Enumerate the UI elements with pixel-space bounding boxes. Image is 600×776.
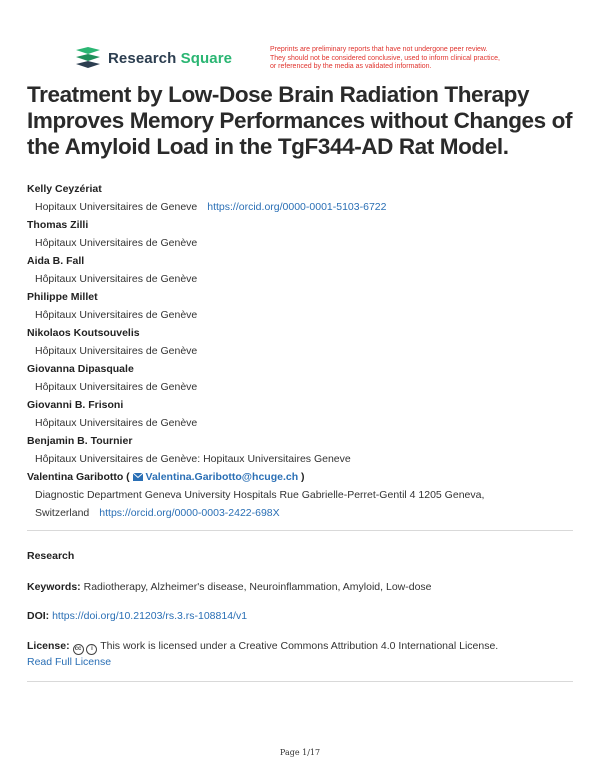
license: License: cc i This work is licensed under a Creative Commons Attribution 4.0 International License. Read Full License xyxy=(27,640,499,668)
brand-name: Research Square xyxy=(108,49,233,67)
read-license-link[interactable]: Read Full License xyxy=(27,656,112,668)
author-name: Aida B. Fall xyxy=(27,255,85,267)
author-name: Kelly Ceyzériat xyxy=(27,183,102,195)
author-affiliation: Hôpitaux Universitaires de Genève xyxy=(35,417,198,429)
page-number: Page 1/17 xyxy=(279,748,321,757)
keywords: Keywords: Radiotherapy, Alzheimer's disease, Neuroinflammation, Amyloid, Low-dose xyxy=(27,581,432,593)
author-name: Thomas Zilli xyxy=(27,219,89,231)
orcid-link[interactable]: https://orcid.org/0000-0003-2422-698X xyxy=(99,507,280,519)
email-link[interactable]: Valentina.Garibotto@hcuge.ch xyxy=(145,471,299,483)
paper-title: Treatment by Low-Dose Brain Radiation Therapy Improves Memory Performances without Changes of the Amyloid Load in the TgF344-AD Rat Model. xyxy=(27,82,573,159)
author-affiliation: Hôpitaux Universitaires de Genève xyxy=(35,345,198,357)
author-affiliation: Hôpitaux Universitaires de Genève xyxy=(35,309,198,321)
author-affiliation: Hôpitaux Universitaires de Genève xyxy=(35,273,198,285)
corresponding-author: Valentina Garibotto ( Valentina.Garibotto@hcuge.ch ) xyxy=(27,471,305,483)
mail-icon xyxy=(133,473,143,481)
author-affiliation: Hopitaux Universitaires de Geneve https://orcid.org/0000-0001-5103-6722 xyxy=(35,201,387,213)
divider xyxy=(27,530,573,531)
doi: DOI: https://doi.org/10.21203/rs.3.rs-108814/v1 xyxy=(27,610,248,622)
orcid-link[interactable]: https://orcid.org/0000-0001-5103-6722 xyxy=(207,201,387,213)
author-affiliation: Hôpitaux Universitaires de Genève xyxy=(35,381,198,393)
author-affiliation: Hôpitaux Universitaires de Genève: Hopitaux Universitaires Geneve xyxy=(35,453,351,465)
by-icon: i xyxy=(86,644,97,655)
author-list xyxy=(27,180,587,522)
author-affiliation: Hôpitaux Universitaires de Genève xyxy=(35,237,198,249)
author-name: Philippe Millet xyxy=(27,291,98,303)
cc-icon: cc xyxy=(73,644,84,655)
author-name: Giovanna Dipasquale xyxy=(27,363,134,375)
article-type: Research xyxy=(27,550,75,562)
preprint-disclaimer: Preprints are preliminary reports that have not undergone peer review. They should not be considered conclusive, used to inform clinical practice, or referenced by the media as validated information. xyxy=(270,46,500,70)
page-header xyxy=(0,0,600,80)
doi-link[interactable]: https://doi.org/10.21203/rs.3.rs-108814/v1 xyxy=(52,610,248,622)
author-affiliation: Diagnostic Department Geneva University Hospitals Rue Gabrielle-Perret-Gentil 4 1205 Geneva, Switzerland https://orcid.org/0000-0003-2422-698X xyxy=(35,489,485,519)
divider xyxy=(27,681,573,682)
author-name: Benjamin B. Tournier xyxy=(27,435,133,447)
research-square-logo-icon xyxy=(74,46,102,70)
research-square-logo[interactable] xyxy=(74,46,232,70)
author-name: Nikolaos Koutsouvelis xyxy=(27,327,140,339)
author-name: Giovanni B. Frisoni xyxy=(27,399,124,411)
